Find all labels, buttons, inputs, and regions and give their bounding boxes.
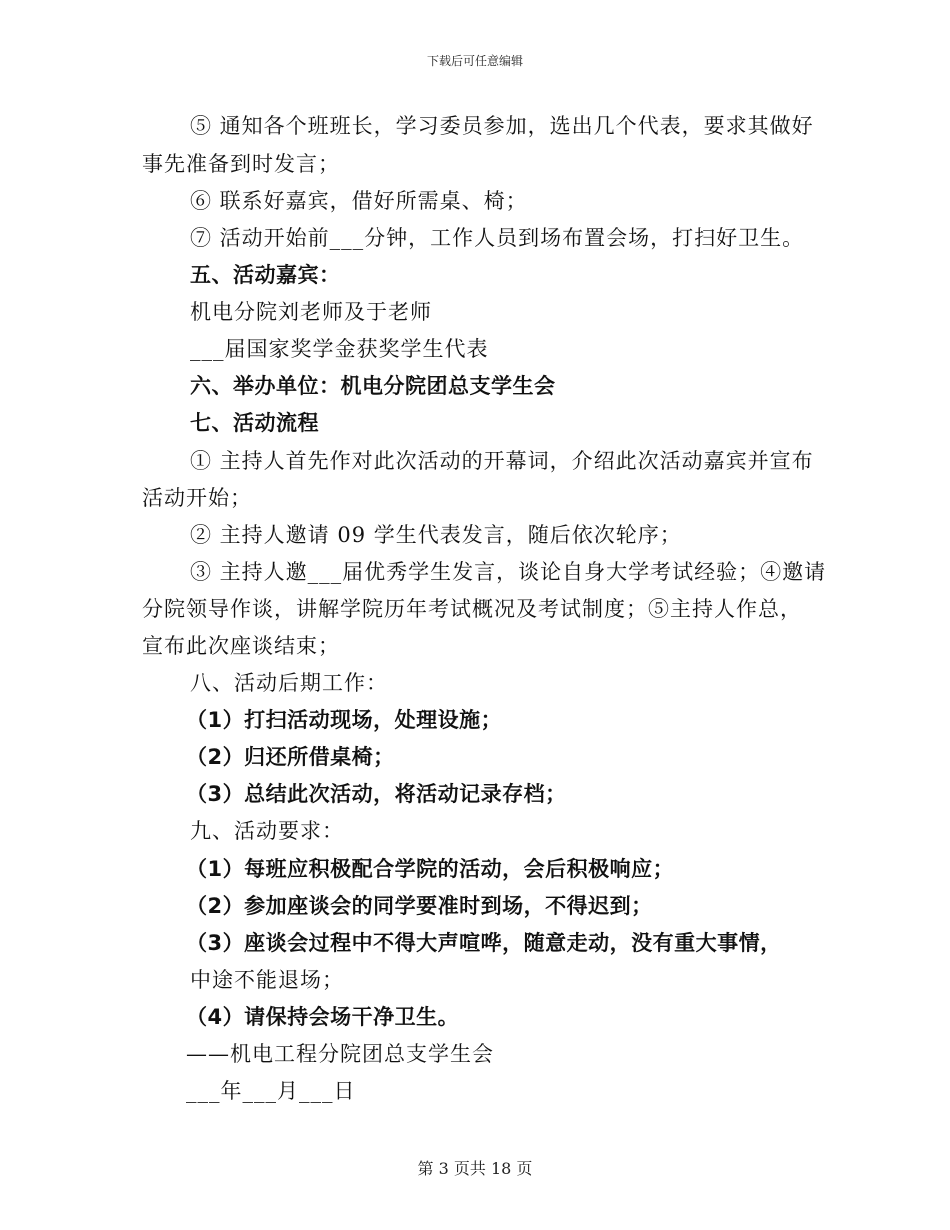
text-line: ③ 主持人邀___届优秀学生发言，谈论自身大学考试经验；④邀请 [190, 560, 827, 584]
text-line: ② 主持人邀请 09 学生代表发言，随后依次轮序； [190, 523, 682, 547]
list-item: （3）总结此次活动，将活动记录存档； [186, 782, 567, 806]
list-item: （1）每班应积极配合学院的活动，会后积极响应； [186, 857, 675, 881]
section-heading: 六、举办单位：机电分院团总支学生会 [190, 374, 556, 398]
section-heading: 七、活动流程 [190, 411, 319, 435]
list-item: （3）座谈会过程中不得大声喧哗，随意走动，没有重大事情， [186, 931, 782, 955]
text-line: ⑦ 活动开始前___分钟，工作人员到场布置会场，打扫好卫生。 [190, 226, 805, 250]
text-line: ⑤ 通知各个班班长，学习委员参加，选出几个代表，要求其做好 [190, 114, 814, 138]
list-item: （2）归还所借桌椅； [186, 745, 395, 769]
section-heading: 九、活动要求： [190, 819, 344, 843]
section-heading: 五、活动嘉宾： [190, 263, 341, 287]
list-item: （1）打扫活动现场，处理设施； [186, 708, 503, 732]
text-line: 事先准备到时发言； [142, 152, 340, 176]
text-line: 活动开始； [142, 486, 252, 510]
text-line: ① 主持人首先作对此次活动的开幕词，介绍此次活动嘉宾并宣布 [190, 449, 814, 473]
text-line: 宣布此次座谈结束； [142, 634, 340, 658]
text-line: ___届国家奖学金获奖学生代表 [190, 337, 489, 361]
text-line: 机电分院刘老师及于老师 [190, 300, 432, 324]
text-line: ⑥ 联系好嘉宾，借好所需桌、椅； [190, 189, 528, 213]
signature-line: ——机电工程分院团总支学生会 [186, 1042, 494, 1066]
list-item: （4）请保持会场干净卫生。 [186, 1005, 460, 1029]
date-line: ___年___月___日 [186, 1079, 356, 1103]
list-item: （2）参加座谈会的同学要准时到场，不得迟到； [186, 894, 653, 918]
text-line: 中途不能退场； [190, 968, 344, 992]
section-heading: 八、活动后期工作： [190, 671, 388, 695]
page-header: 下载后可任意编辑 [426, 54, 523, 68]
text-line: 分院领导作谈，讲解学院历年考试概况及考试制度；⑤主持人作总， [142, 597, 802, 621]
page-number: 第 3 页共 18 页 [417, 1159, 533, 1178]
